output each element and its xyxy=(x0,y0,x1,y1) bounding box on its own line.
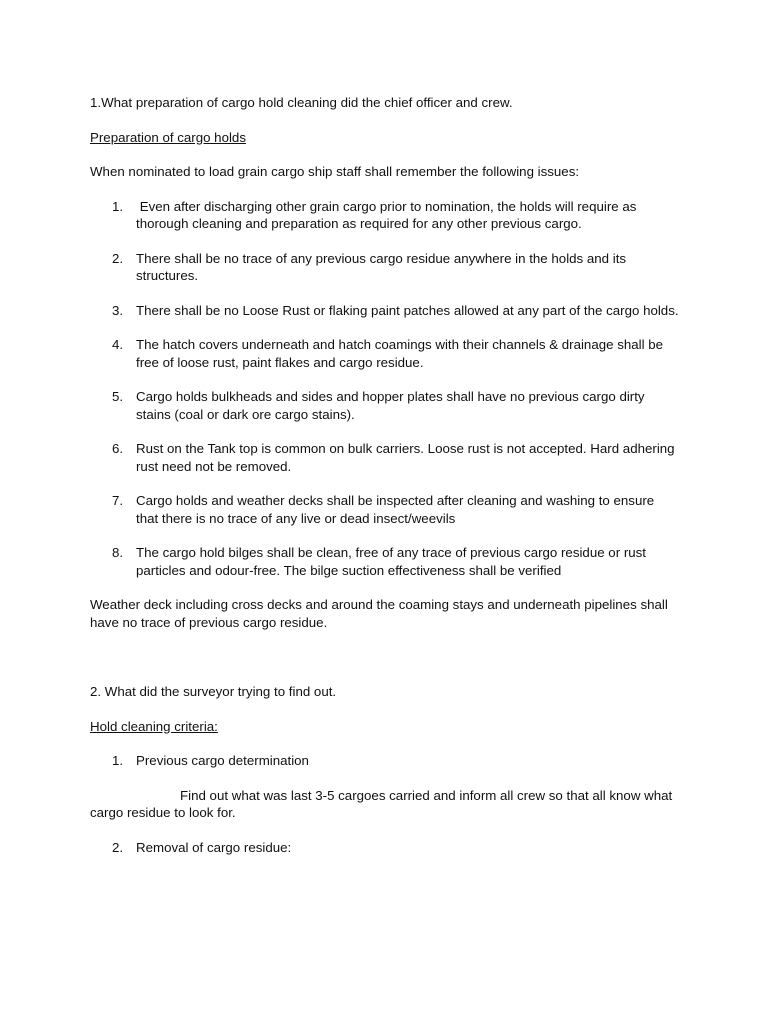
list-item xyxy=(90,752,680,770)
list-number: 1. xyxy=(112,198,124,214)
list-item-text: The cargo hold bilges shall be clean, free of any trace of previous cargo residue or rust particles and odour-free. The bilge suction effectiveness shall be verified xyxy=(136,545,646,578)
criteria-list-1 xyxy=(90,752,680,770)
list-item-text: Removal of cargo residue: xyxy=(136,839,292,855)
list-item-text: Even after discharging other grain cargo prior to nomination, the holds will require as thorough cleaning and preparation as required for any other previous cargo. xyxy=(136,198,637,231)
list-item-text: Previous cargo determination xyxy=(136,753,309,768)
list-item xyxy=(90,250,680,285)
list-number: 8. xyxy=(112,545,124,560)
list-item-text: The hatch covers underneath and hatch coamings with their channels & drainage shall be free of loose rust, paint flakes and cargo residue. xyxy=(136,337,664,370)
list-item xyxy=(90,302,680,320)
intro-paragraph: When nominated to load grain cargo ship staff shall remember the following issues: xyxy=(90,164,580,179)
question-2-heading: 2. What did the surveyor trying to find out. xyxy=(90,684,337,699)
list-number: 2. xyxy=(112,839,124,855)
list-item-text: Cargo holds and weather decks shall be inspected after cleaning and washing to ensure that there is no trace of any live or dead insect/weevils xyxy=(136,493,655,526)
list-item xyxy=(90,336,680,371)
list-item xyxy=(90,440,680,475)
section-heading-preparation: Preparation of cargo holds xyxy=(90,129,246,145)
list-number: 7. xyxy=(112,493,124,508)
section-heading-criteria: Hold cleaning criteria: xyxy=(90,718,218,734)
closing-paragraph: Weather deck including cross decks and around the coaming stays and underneath pipelines shall have no trace of previous cargo residue. xyxy=(90,597,668,630)
list-number: 1. xyxy=(112,753,124,768)
list-number: 5. xyxy=(112,389,124,404)
list-item xyxy=(90,198,680,233)
list-item-text: Rust on the Tank top is common on bulk carriers. Loose rust is not accepted. Hard adhering rust need not be removed. xyxy=(136,441,675,474)
list-item-text: There shall be no trace of any previous cargo residue anywhere in the holds and its structures. xyxy=(136,250,627,283)
list-item-text: There shall be no Loose Rust or flaking paint patches allowed at any part of the cargo holds. xyxy=(136,302,679,318)
list-number: 2. xyxy=(112,250,124,266)
criteria-list-2 xyxy=(90,839,680,857)
list-item xyxy=(90,388,680,423)
list-item xyxy=(90,544,680,579)
list-number: 3. xyxy=(112,302,124,318)
document-page xyxy=(90,94,680,873)
list-number: 4. xyxy=(112,337,124,352)
preparation-list xyxy=(90,198,680,580)
criteria-detail-paragraph: Find out what was last 3-5 cargoes carried and inform all crew so that all know what cargo residue to look for. xyxy=(90,787,673,820)
list-item-text: Cargo holds bulkheads and sides and hopper plates shall have no previous cargo dirty stains (coal or dark ore cargo stains). xyxy=(136,389,645,422)
question-1-heading: 1.What preparation of cargo hold cleaning did the chief officer and crew. xyxy=(90,95,513,110)
list-number: 6. xyxy=(112,441,124,456)
list-item xyxy=(90,839,680,857)
list-item xyxy=(90,492,680,527)
